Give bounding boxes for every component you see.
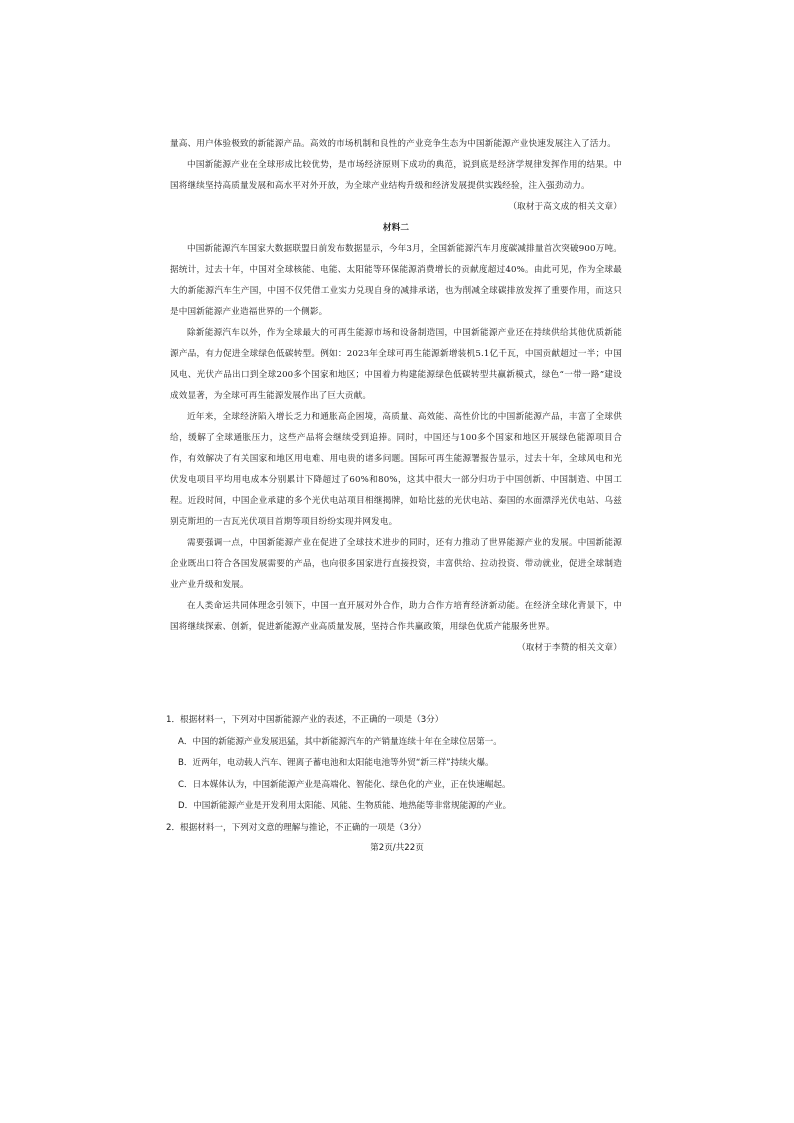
question-option-d: D．中国新能源产业是开发利用太阳能、风能、生物质能、地热能等非常规能源的产业。: [178, 801, 512, 811]
reading-material: [170, 134, 622, 659]
source-note-2: （取材于李赞的相关文章）: [517, 643, 622, 653]
paragraph: 除新能源汽车以外，作为全球最大的可再生能源市场和设备制造国，中国新能源产业还在持续供给其他优质新能源产品，有力促进全球绿色低碳转型。例如：2023年全球可再生能源新增装机5.1亿千瓦，中国贡献超过一半；中国风电、光伏产品出口到全球200多个国家和地区；中国着力构建能源绿色低碳转型共赢新模式，绿色“一带一路”建设成效显著，为全球可再生能源发展作出了巨大贡献。: [170, 328, 622, 401]
paragraph: 近年来，全球经济陷入增长乏力和通胀高企困境，高质量、高效能、高性价比的中国新能源产品，丰富了全球供给，缓解了全球通胀压力，这些产品将会继续受到追捧。同时，中国还与100多个国家和地区开展绿色能源项目合作，有效解决了有关国家和地区用电难、用电贵的诸多问题。国际可再生能源署报告显示，过去十年，全球风电和光伏发电项目平均用电成本分别累计下降超过了60%和80%，这其中很大一部分归功于中国创新、中国制造、中国工程。近段时间，中国企业承建的多个光伏电站项目相继揭牌，如哈比兹的光伏电站、秦国的水面漂浮光伏电站、乌兹别克斯坦的一吉瓦光伏项目首期等项目纷纷实现并网发电。: [170, 412, 622, 527]
page-number: 第2页/共22页: [370, 843, 424, 853]
question-list: [166, 710, 626, 839]
source-note-1: （取材于高文成的相关文章）: [508, 202, 622, 212]
paragraph: 需要强调一点，中国新能源产业在促进了全球技术进步的同时，还有力推动了世界能源产业的发展。中国新能源企业既出口符合各国发展需要的产品，也向很多国家进行直接投资，丰富供给、拉动投资、带动就业，促进全球制造业产业升级和发展。: [170, 538, 622, 590]
paragraph: 中国新能源产业在全球形成比较优势，是市场经济原则下成功的典范，说到底是经济学规律发挥作用的结果。中国将继续坚持高质量发展和高水平对外开放，为全球产业结构升级和经济发展提供实践经验，注入强劲动力。: [170, 160, 622, 191]
question-stem-2: 2．根据材料一，下列对文意的理解与推论，不正确的一项是（3分）: [166, 822, 427, 833]
material-two-heading: 材料二: [382, 223, 410, 233]
question-stem-1: 1．根据材料一，下列对中国新能源产业的表述，不正确的一项是（3分）: [166, 715, 444, 725]
paragraph: 在人类命运共同体理念引领下，中国一直开展对外合作，助力合作方培育经济新动能。在经济全球化背景下，中国将继续探索、创新，促进新能源产业高质量发展，坚持合作共赢政策，用绿色优质产能服务世界。: [170, 601, 622, 632]
paragraph-continuation: 量高、用户体验极致的新能源产品。高效的市场机制和良性的产业竞争生态为中国新能源产业快速发展注入了活力。: [170, 139, 616, 149]
question-option-c: C．日本媒体认为，中国新能源产业是高端化、智能化、绿色化的产业，正在快速崛起。: [178, 779, 511, 790]
paragraph: 中国新能源汽车国家大数据联盟日前发布数据显示，今年3月，全国新能源汽车月度碳减排量首次突破900万吨。据统计，过去十年，中国对全球核能、电能、太阳能等环保能源消费增长的贡献度超过40%。由此可见，作为全球最大的新能源汽车生产国，中国不仅凭借工业实力兑现自身的减排承诺，也为削减全球碳排放发挥了重要作用，而这只是中国新能源产业造福世界的一个侧影。: [170, 244, 622, 317]
question-option-b: B．近两年，电动载人汽车、锂离子蓄电池和太阳能电池等外贸“新三样”持续火爆。: [178, 758, 494, 768]
question-option-a: A．中国的新能源产业发展迅猛，其中新能源汽车的产销量连续十年在全球位居第一。: [178, 736, 502, 747]
